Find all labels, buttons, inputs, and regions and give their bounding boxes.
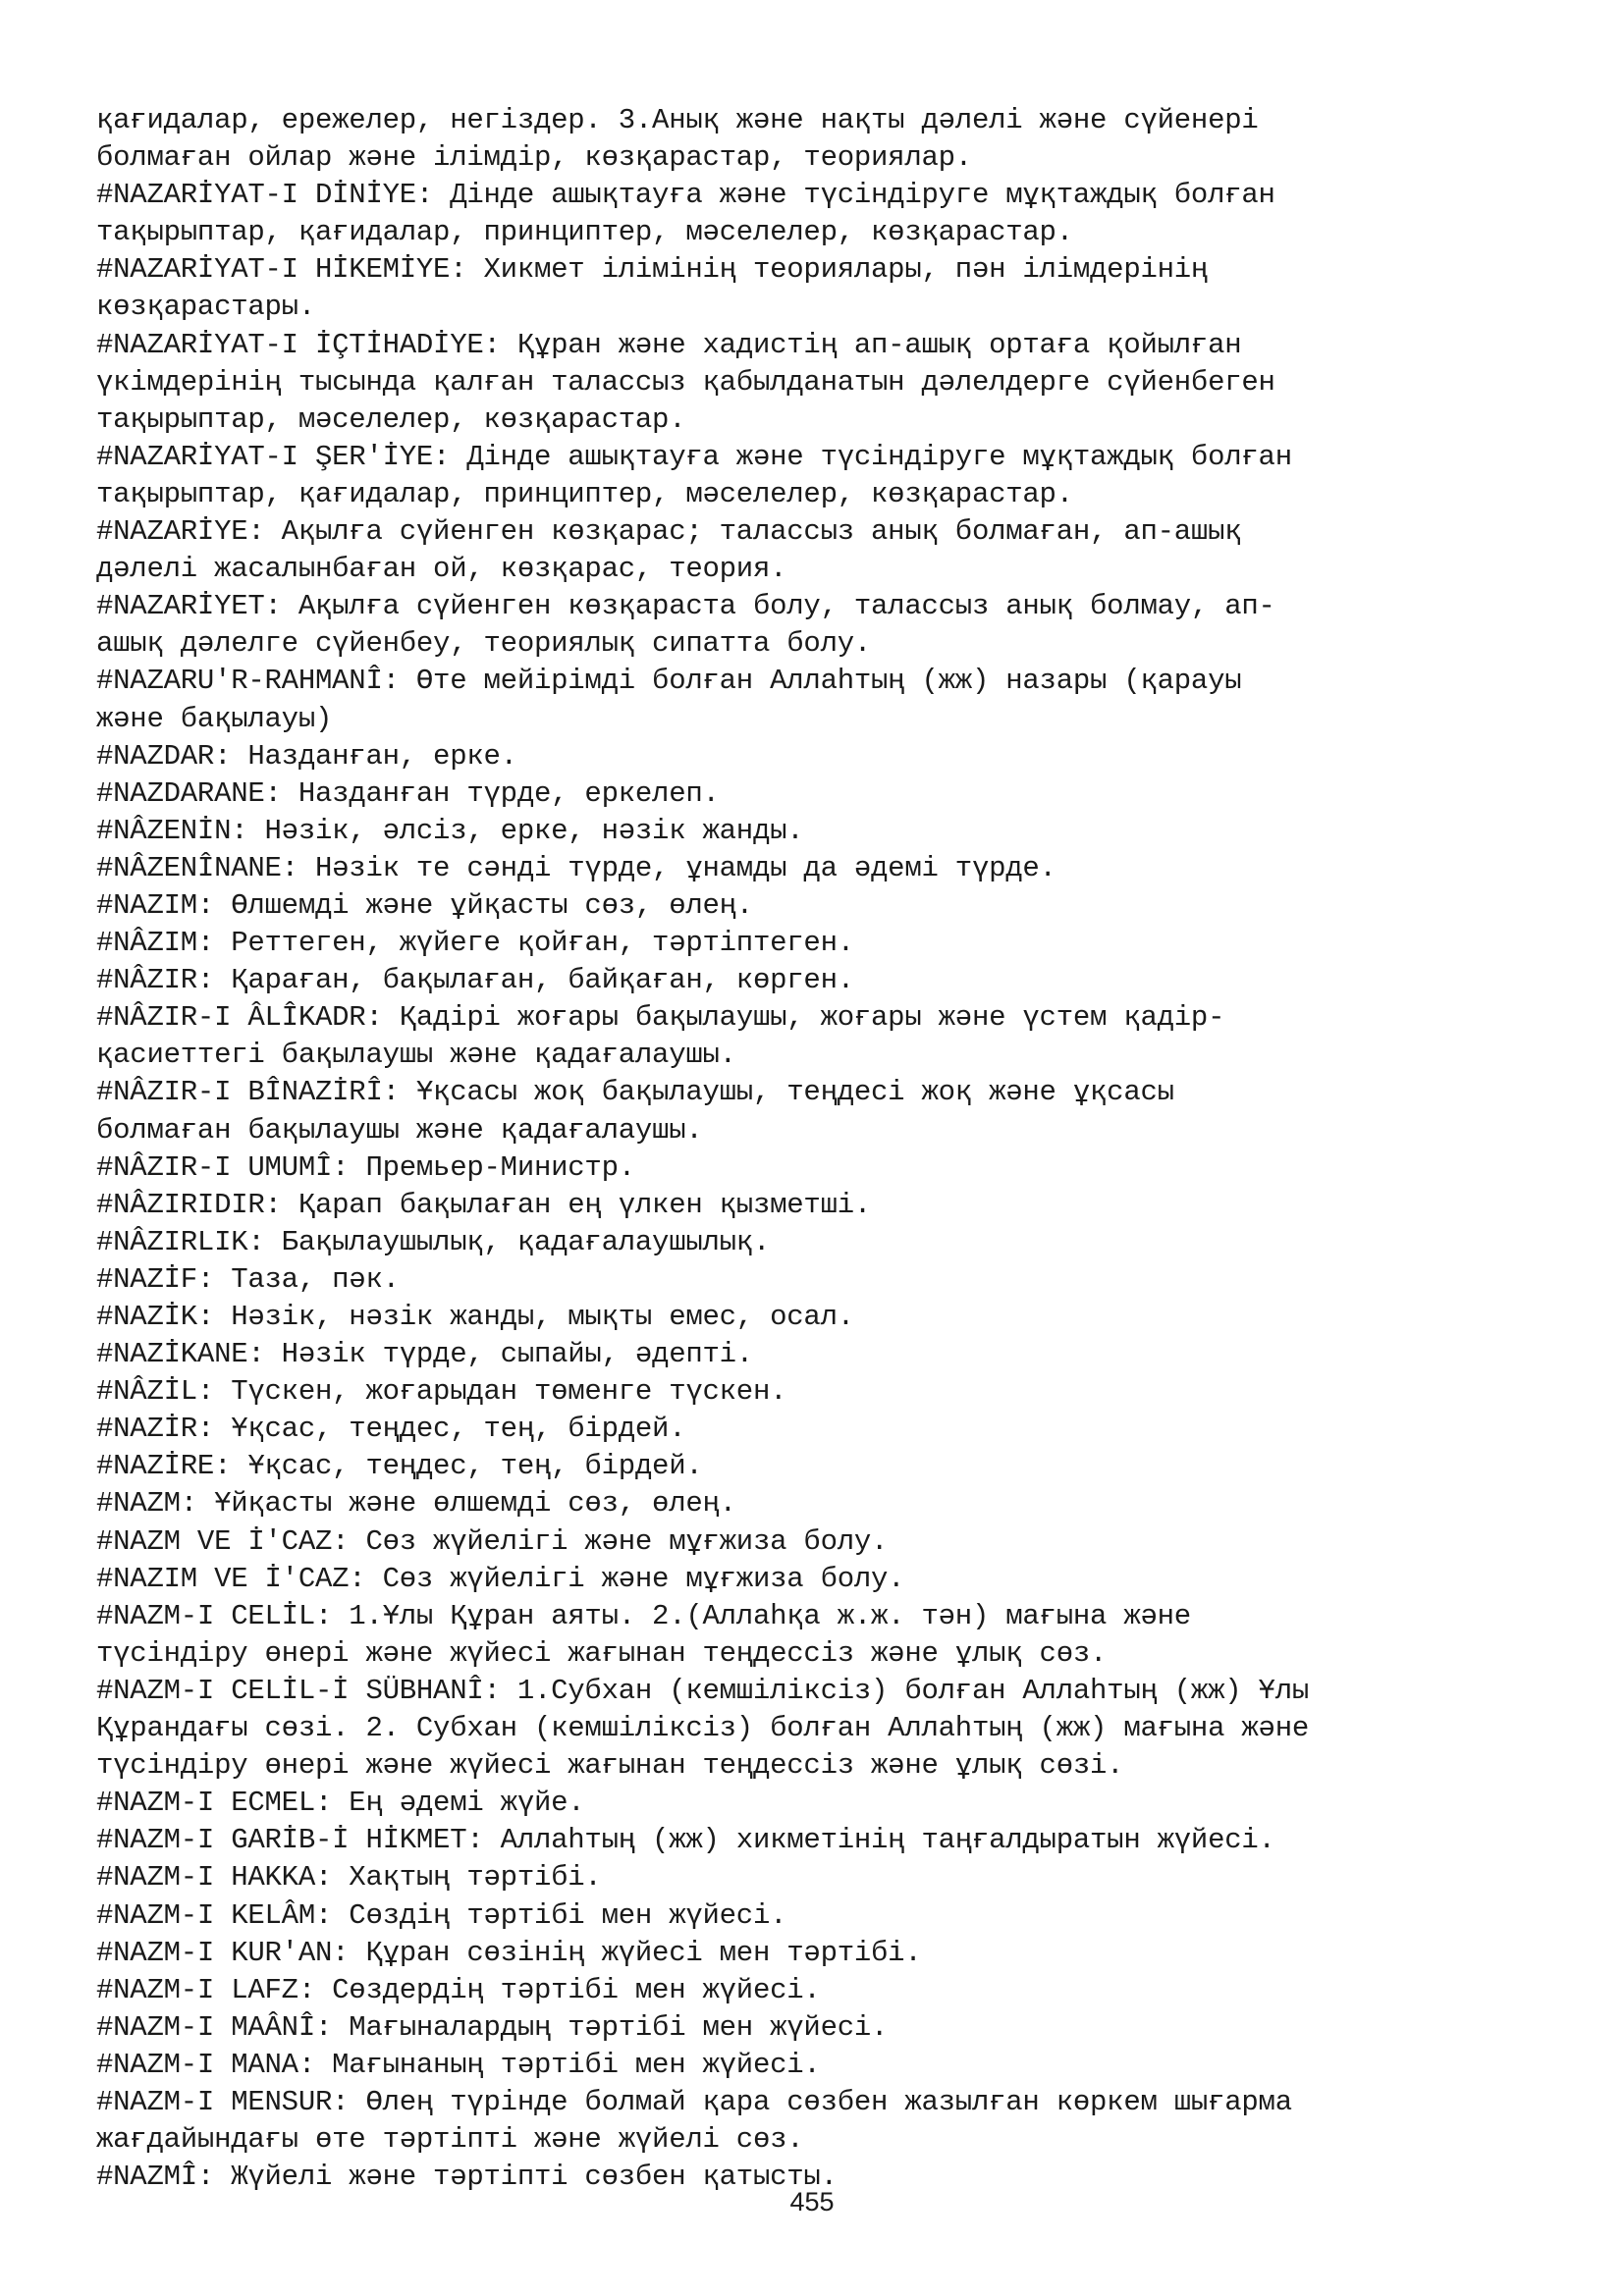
- text-line: #NAZM-I KELÂM: Сөздің тәртібі мен жүйесі.: [96, 1898, 787, 1932]
- text-line: #NAZARİYAT-I ŞER'İYE: Дінде ашықтауға және түсіндіруге мұқтаждық болған: [96, 440, 1292, 473]
- text-line: түсіндіру өнері және жүйесі жағынан теңдессіз және ұлық сөз.: [96, 1636, 1108, 1670]
- text-line: #NAZM-I HAKKA: Хақтың тәртібі.: [96, 1861, 602, 1895]
- text-line: #NAZMÎ: Жүйелі және тәртіпті сөзбен қатысты.: [96, 2161, 838, 2194]
- text-line: дәлелі жасалынбаған ой, көзқарас, теория.: [96, 553, 787, 586]
- text-line: тақырыптар, мәселелер, көзқарастар.: [96, 402, 686, 436]
- text-line: #NAZM VE İ'CAZ: Сөз жүйелігі және мұғжиза болу.: [96, 1524, 889, 1558]
- text-line: жағдайындағы өте тәртіпті және жүйелі сөз.: [96, 2123, 804, 2157]
- text-line: түсіндіру өнері және жүйесі жағынан теңдессіз және ұлық сөзі.: [96, 1749, 1124, 1783]
- text-line: болмаған ойлар және ілімдір, көзқарастар, теориялар.: [96, 141, 972, 175]
- text-line: тақырыптар, қағидалар, принциптер, мәселелер, көзқарастар.: [96, 477, 1073, 510]
- text-line: болмаған бақылаушы және қадағалаушы.: [96, 1113, 703, 1147]
- text-line: #NAZARİYE: Ақылға сүйенген көзқарас; талассыз анық болмаған, ап-ашық: [96, 515, 1242, 549]
- text-line: #NÂZIR-I ÂLÎKADR: Қадірі жоғары бақылаушы, жоғары және үстем қадір-: [96, 1001, 1225, 1035]
- text-line: #NAZM-I MAÂNÎ: Мағыналардың тәртібі мен жүйесі.: [96, 2010, 889, 2044]
- text-line: #NAZM-I MENSUR: Өлең түрінде болмай қара сөзбен жазылған көркем шығарма: [96, 2085, 1292, 2118]
- text-line: #NÂZIR-I BÎNAZİRÎ: Ұқсасы жоқ бақылаушы, теңдесі жоқ және ұқсасы: [96, 1076, 1174, 1109]
- text-line: #NAZİF: Таза, пәк.: [96, 1262, 400, 1296]
- text-line: көзқарастары.: [96, 291, 315, 324]
- text-line: #NÂZIR: Қараған, бақылаған, байқаған, көрген.: [96, 964, 854, 997]
- text-line: #NÂZIRIDIR: Қарап бақылаған ең үлкен қызметші.: [96, 1188, 872, 1221]
- text-line: ашық дәлелге сүйенбеу, теориялық сипатта болу.: [96, 627, 872, 661]
- text-line: #NAZM-I CELİL-İ SÜBHANÎ: 1.Субхан (кемшіліксіз) болған Аллаһтың (жж) Ұлы: [96, 1674, 1310, 1707]
- text-line: #NAZİKANE: Нәзік түрде, сыпайы, әдепті.: [96, 1338, 753, 1371]
- page-number: 455: [789, 2187, 835, 2216]
- text-line: #NAZARİYAT-I DİNİYE: Дінде ашықтауға және түсіндіруге мұқтаждық болған: [96, 179, 1275, 212]
- text-line: #NAZM-I MANA: Мағынаның тәртібі мен жүйесі.: [96, 2048, 821, 2081]
- text-line: #NAZM-I CELİL: 1.Ұлы Құран аяты. 2.(Аллаһқа ж.ж. тән) мағына және: [96, 1599, 1191, 1632]
- text-line: #NAZM-I KUR'AN: Құран сөзінің жүйесі мен тәртібі.: [96, 1936, 922, 1969]
- text-line: #NAZARU'R-RAHMANÎ: Өте мейірімді болған Аллаһтың (жж) назары (қарауы: [96, 665, 1242, 698]
- text-line: #NAZİR: Ұқсас, теңдес, тең, бірдей.: [96, 1413, 686, 1446]
- text-line: қасиеттегі бақылаушы және қадағалаушы.: [96, 1039, 736, 1072]
- text-line: #NAZM-I LAFZ: Сөздердің тәртібі мен жүйесі.: [96, 1973, 821, 2006]
- text-line: #NÂZIR-I UMUMÎ: Премьер-Министр.: [96, 1150, 635, 1184]
- text-line: #NAZIM VE İ'CAZ: Сөз жүйелігі және мұғжиза болу.: [96, 1562, 905, 1595]
- text-line: #NÂZIRLIK: Бақылаушылық, қадағалаушылық.: [96, 1225, 771, 1258]
- text-line: тақырыптар, қағидалар, принциптер, мәселелер, көзқарастар.: [96, 216, 1073, 249]
- text-line: #NAZİK: Нәзік, нәзік жанды, мықты емес, осал.: [96, 1301, 854, 1333]
- text-line: #NAZARİYET: Ақылға сүйенген көзқараста болу, талассыз анық болмау, ап-: [96, 590, 1275, 623]
- text-line: #NAZARİYAT-I HİKEMİYE: Хикмет ілімінің теориялары, пән ілімдерінің: [96, 253, 1209, 287]
- text-line: #NAZM-I GARİB-İ HİKMET: Аллаһтың (жж) хикметінің таңғалдыратын жүйесі.: [96, 1824, 1275, 1857]
- text-line: және бақылауы): [96, 702, 333, 735]
- text-line: #NÂZIM: Реттеген, жүйеге қойған, тәртіптеген.: [96, 927, 854, 960]
- text-line: #NAZİRE: Ұқсас, теңдес, тең, бірдей.: [96, 1450, 703, 1483]
- text-line: #NAZIM: Өлшемді және ұйқасты сөз, өлең.: [96, 888, 753, 922]
- text-line: #NÂZİL: Түскен, жоғарыдан төменге түскен.: [96, 1375, 787, 1409]
- text-line: Құрандағы сөзі. 2. Субхан (кемшіліксіз) болған Аллаһтың (жж) мағына және: [96, 1712, 1310, 1745]
- text-line: #NÂZENİN: Нәзік, әлсіз, ерке, нәзік жанды.: [96, 814, 804, 847]
- text-line: #NAZARİYAT-I İÇTİHADİYE: Құран және хадистің ап-ашық ортаға қойылған: [96, 328, 1242, 361]
- text-line: #NAZDARANE: Назданған түрде, еркелеп.: [96, 776, 720, 810]
- text-line: #NAZM-I ECMEL: Ең әдемі жүйе.: [96, 1787, 585, 1820]
- text-line: #NAZM: Ұйқасты және өлшемді сөз, өлең.: [96, 1487, 736, 1521]
- text-line: #NAZDAR: Назданған, ерке.: [96, 739, 517, 773]
- text-line: қағидалар, ережелер, негіздер. 3.Анық және нақты дәлелі және сүйенері: [96, 104, 1259, 136]
- text-line: үкімдерінің тысында қалған талассыз қабылданатын дәлелдерге сүйенбеген: [96, 365, 1275, 399]
- text-line: #NÂZENÎNANE: Нәзік те сәнді түрде, ұнамды да әдемі түрде.: [96, 851, 1056, 884]
- dictionary-text-body: [96, 102, 1530, 2196]
